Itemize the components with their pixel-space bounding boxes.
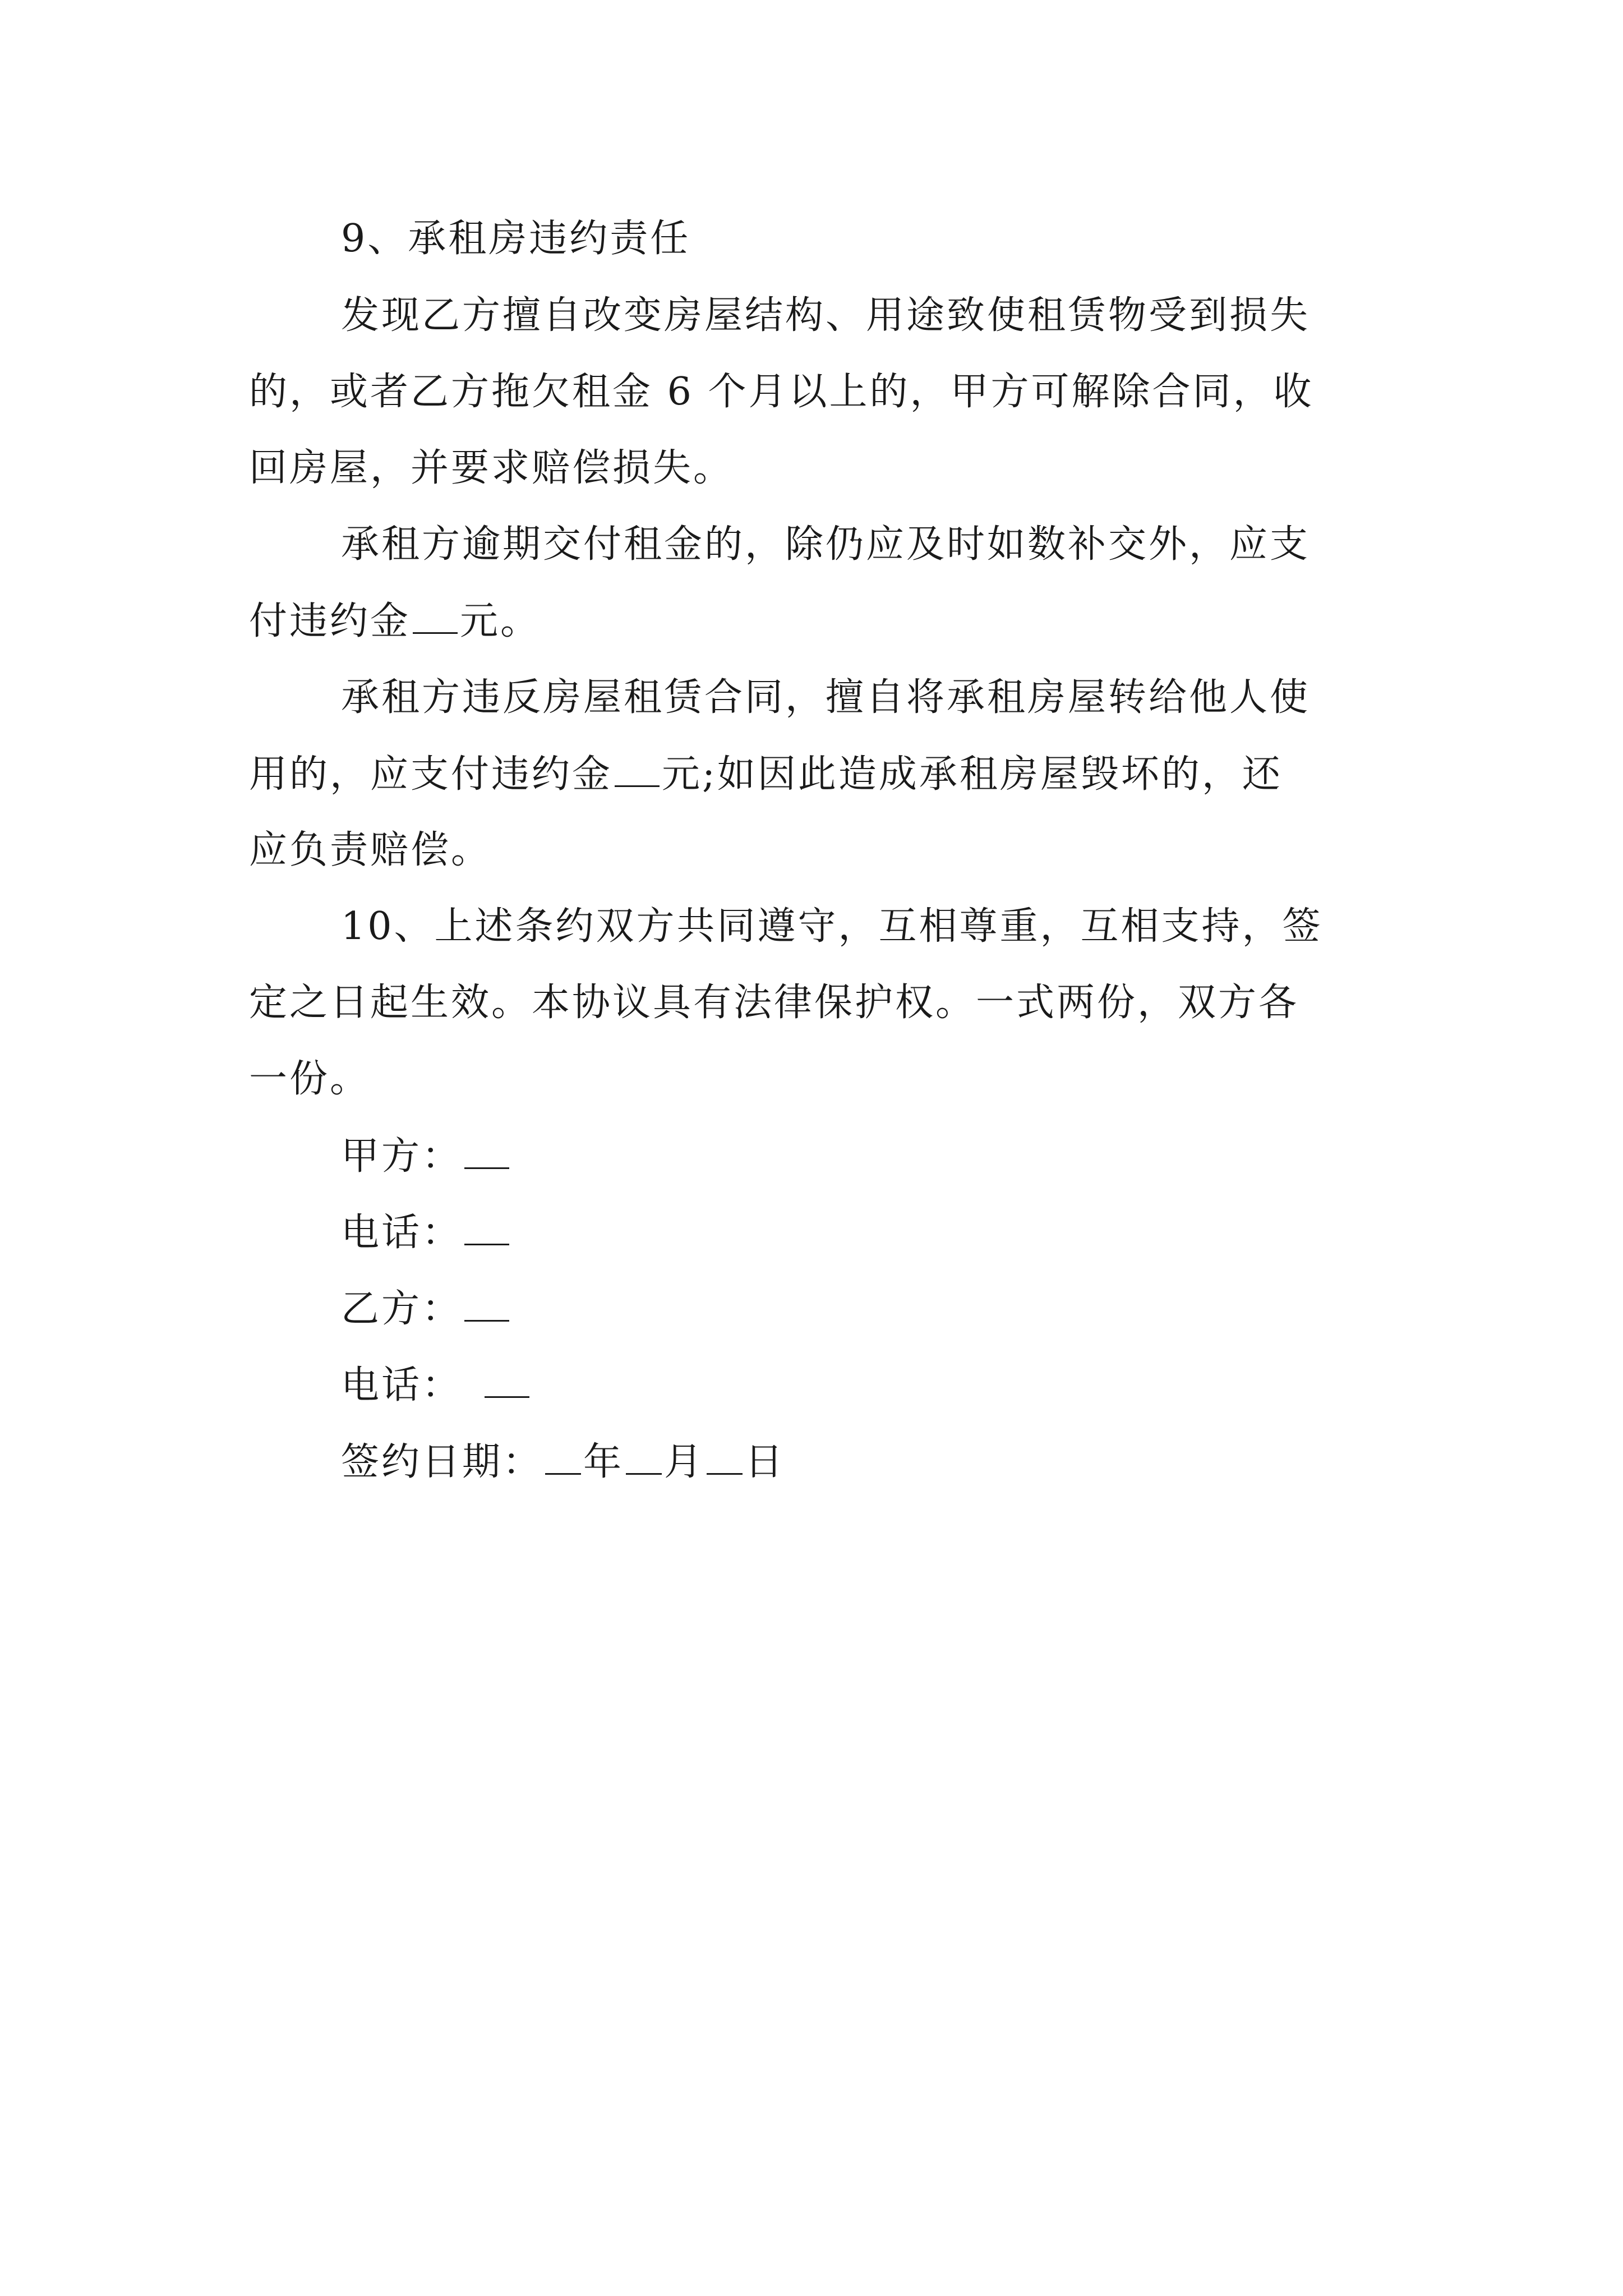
- year-label: 年: [583, 1440, 624, 1484]
- para2-line1: 承租方逾期交付租金的，除仍应及时如数补交外，应支: [341, 522, 1311, 567]
- sign-date-label: 签约日期：: [341, 1440, 543, 1484]
- para1-line3: 回房屋，并要求赔偿损失。: [249, 446, 734, 490]
- party-b-blank[interactable]: [464, 1290, 509, 1322]
- month-label: 月: [664, 1440, 705, 1484]
- party-b-row: [249, 1287, 511, 1331]
- section-9-heading: 9、承租房违约责任: [341, 217, 691, 261]
- day-label: 日: [745, 1440, 786, 1484]
- phone-b-row: [249, 1363, 532, 1407]
- penalty-amount-blank[interactable]: [413, 602, 458, 634]
- phone-a-row: [249, 1211, 511, 1255]
- sign-date-row: [249, 1440, 786, 1484]
- sublet-penalty-blank[interactable]: [615, 755, 660, 787]
- para2-line2: [249, 599, 541, 643]
- phone-b-blank[interactable]: [485, 1366, 529, 1398]
- party-a-blank[interactable]: [464, 1137, 509, 1169]
- party-a-label: 甲方：: [341, 1134, 463, 1179]
- para4-line1: 10、上述条约双方共同遵守，互相尊重，互相支持，签: [341, 904, 1323, 949]
- phone-a-label: 电话：: [341, 1211, 463, 1255]
- phone-a-blank[interactable]: [464, 1213, 509, 1245]
- para3-line1: 承租方违反房屋租赁合同，擅自将承租房屋转给他人使: [341, 675, 1311, 720]
- para4-line2: 定之日起生效。本协议具有法律保护权。一式两份，双方各: [249, 981, 1299, 1025]
- para4-line3: 一份。: [249, 1057, 371, 1101]
- para1-line2: 的，或者乙方拖欠租金 6 个月以上的，甲方可解除合同，收: [249, 370, 1314, 414]
- para2-line2-after: 元。: [460, 599, 541, 643]
- day-blank[interactable]: [707, 1443, 743, 1475]
- party-b-label: 乙方：: [341, 1287, 463, 1331]
- para3-line2-before: 用的，应支付违约金: [249, 752, 613, 797]
- party-a-row: [249, 1134, 511, 1179]
- phone-b-label: 电话：: [341, 1363, 463, 1407]
- month-blank[interactable]: [626, 1443, 662, 1475]
- para3-line2-after: 元;如因此造成承租房屋毁坏的，还: [662, 752, 1283, 797]
- para3-line2: [249, 752, 1283, 797]
- year-blank[interactable]: [545, 1443, 581, 1475]
- para3-line3: 应负责赔偿。: [249, 828, 492, 872]
- para1-line1: 发现乙方擅自改变房屋结构、用途致使租赁物受到损失: [341, 293, 1311, 338]
- para2-line2-before: 付违约金: [249, 599, 411, 643]
